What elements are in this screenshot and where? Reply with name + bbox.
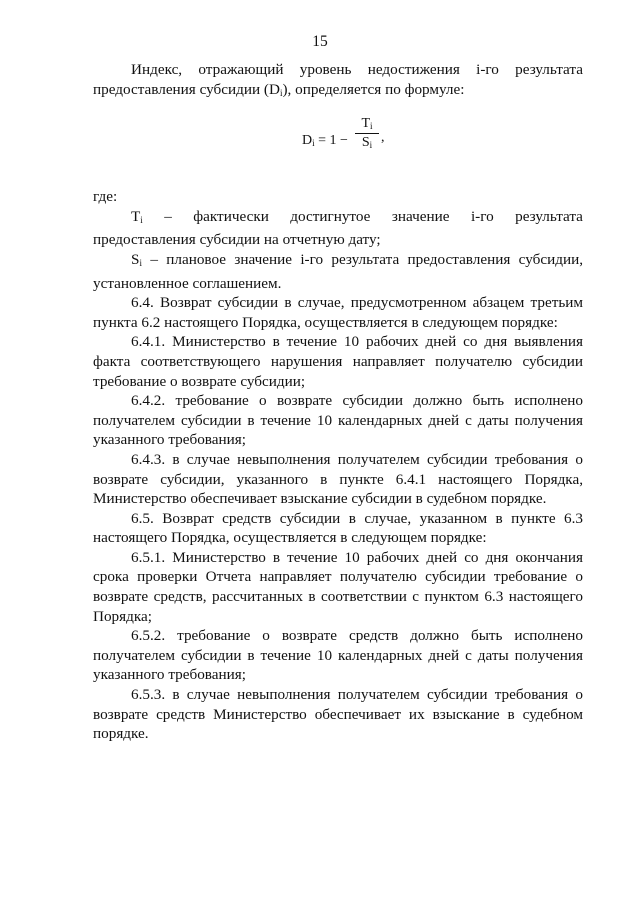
paragraph-6-5-3: 6.5.3. в случае невыполнения получателем субсидии требования о возврате средств Министерство обеспечивает их взыскание в судебном порядке.	[93, 686, 583, 743]
ti-word: фактически	[193, 207, 269, 225]
page-number: 15	[312, 33, 328, 50]
paragraph-6-5: 6.5. Возврат средств субсидии в случае, указанном в пункте 6.3 настоящего Порядка, осуществляется в следующем порядке:	[93, 509, 583, 547]
formula-denominator: $S_i$	[361, 135, 373, 151]
formula-fraction	[355, 115, 379, 152]
ti-word: достигнутое	[290, 207, 371, 225]
formula-block	[93, 103, 583, 185]
intro-line-2: предоставления субсидии $(D_i)$, определяется по формуле:	[93, 80, 465, 98]
where-label: где:	[93, 188, 118, 206]
intro-word: Индекс,	[131, 61, 183, 78]
intro-word: результата	[515, 61, 583, 78]
paragraph-6-5-1: 6.5.1. Министерство в течение 10 рабочих дней со дня окончания срока проверки Отчета направляет получателю субсидии требование о возврате средств, рассчитанных в соответствии с пунктом 6.3 настоящего Порядка;	[93, 548, 583, 625]
ti-word: результата	[515, 207, 583, 225]
intro-word: уровень	[299, 61, 352, 78]
formula-comma: ,	[381, 130, 385, 146]
paragraph-6-4-1: 6.4.1. Министерство в течение 10 рабочих дней со дня выявления факта соответствующего нарушения направляет получателю субсидии требование о возврате субсидии;	[93, 333, 583, 390]
paragraph-6-4-3: 6.4.3. в случае невыполнения получателем субсидии требования о возврате субсидии, указанного в пункте 6.4.1 настоящего Порядка, Министерство обеспечивает взыскание субсидии в судебном порядке.	[93, 450, 583, 508]
ti-definition-line-1	[93, 207, 583, 231]
formula-numerator: $T_i$	[361, 116, 373, 132]
document-body	[93, 60, 583, 744]
ti-word: –	[164, 207, 172, 225]
intro-word: отражающий	[198, 61, 284, 78]
si-definition: $S_i$ – плановое значение i-го результата предоставления субсидии, установленное соглашением.	[93, 250, 583, 292]
paragraph-6-5-2: 6.5.2. требование о возврате средств должно быть исполнено получателем субсидии в течение 10 календарных дней с даты получения указанного требования;	[93, 627, 583, 684]
ti-word: значение	[391, 207, 450, 225]
intro-word: недостижения	[367, 61, 460, 78]
intro-word: i-го	[476, 61, 499, 78]
paragraph-6-4-2: 6.4.2. требование о возврате субсидии должно быть исполнено получателем субсидии в течение 10 календарных дней с даты получения указанного требования;	[93, 392, 583, 449]
ti-definition-line-2: предоставления субсидии на отчетную дату;	[93, 231, 381, 249]
paragraph-6-4: 6.4. Возврат субсидии в случае, предусмотренном абзацем третьим пункта 6.2 настоящего Порядка, осуществляется в следующем порядке:	[93, 294, 583, 331]
intro-line-1	[93, 60, 583, 80]
ti-word: i-го	[470, 207, 494, 225]
ti-symbol: $T_i$	[131, 207, 143, 225]
formula-lhs: $D_i = 1$ −	[302, 133, 348, 149]
